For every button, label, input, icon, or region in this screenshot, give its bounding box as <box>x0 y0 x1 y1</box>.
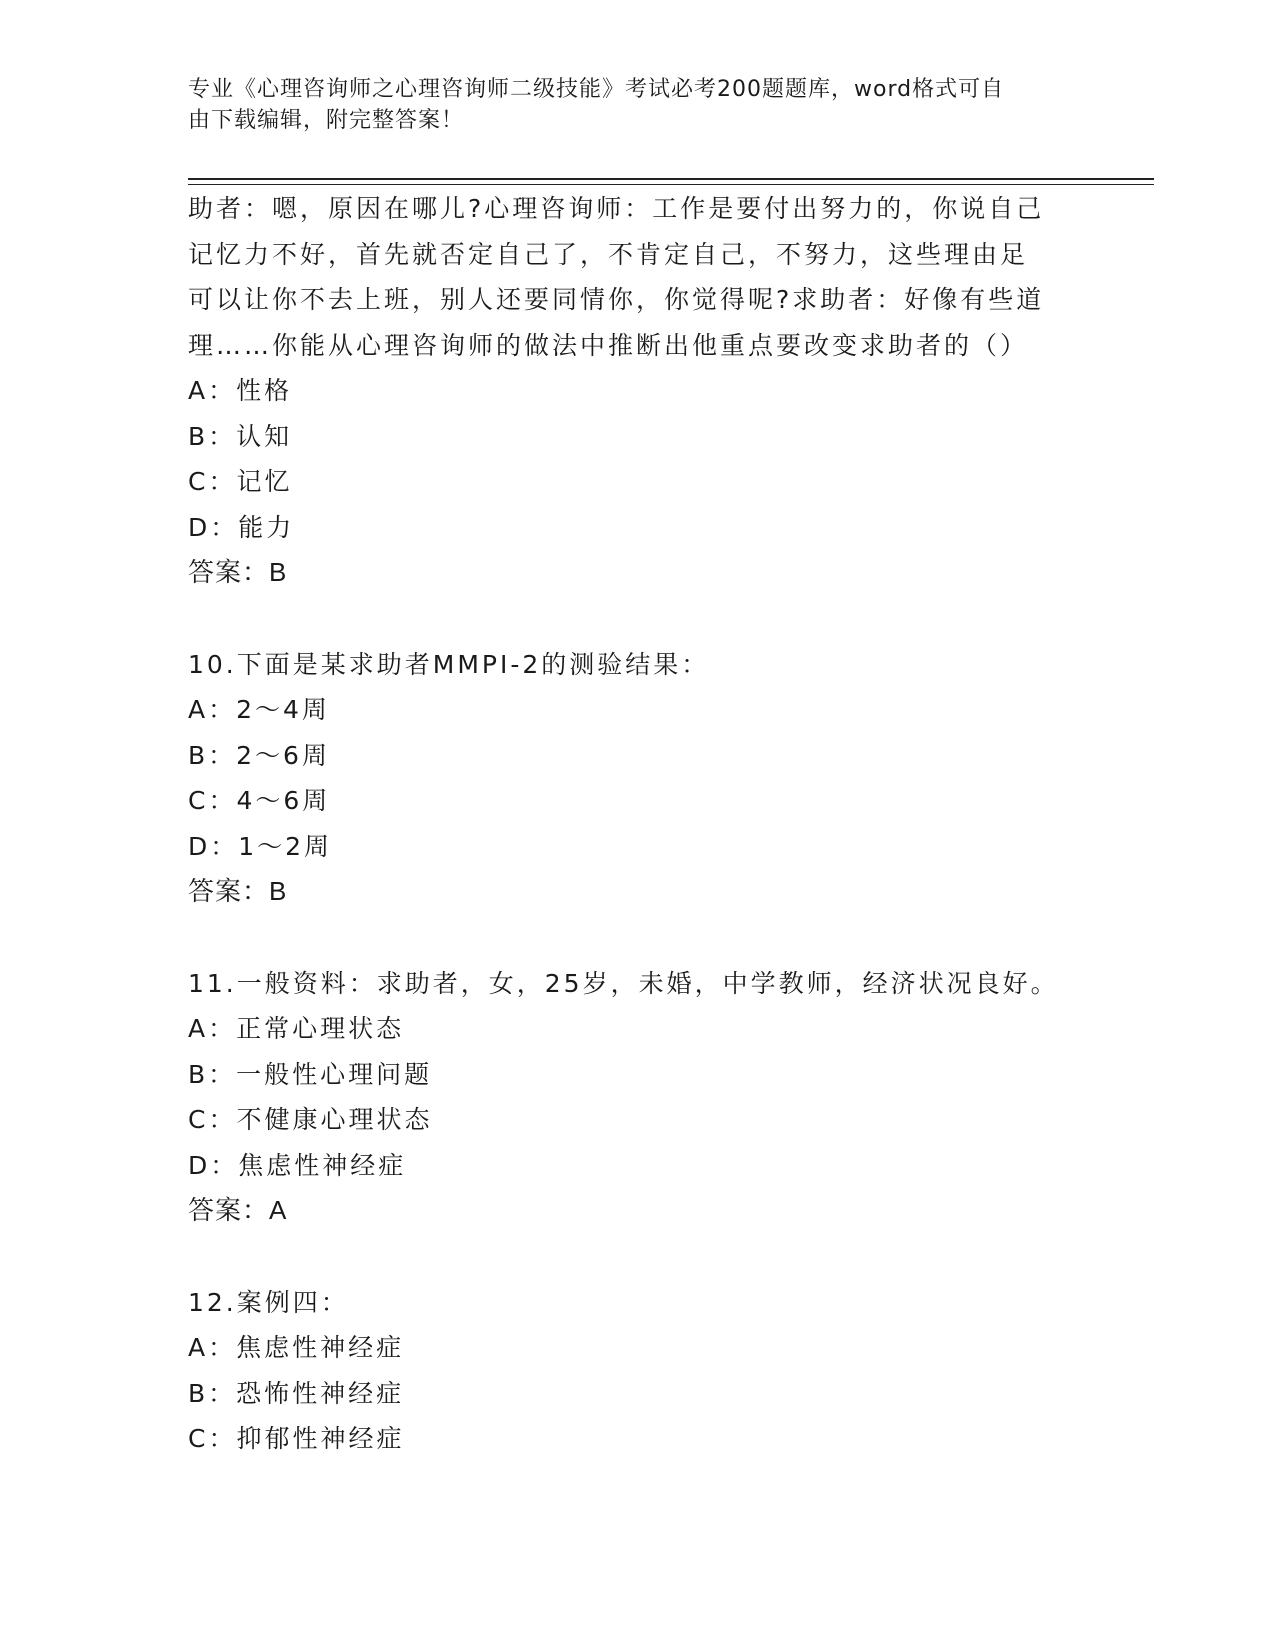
option-a: A：焦虑性神经症 <box>188 1333 405 1362</box>
option-d: D：能力 <box>188 512 295 542</box>
header-divider <box>188 178 1154 180</box>
option-c: C：记忆 <box>188 467 293 496</box>
option-d: D：焦虑性神经症 <box>188 1150 407 1180</box>
answer-line: 答案：B <box>188 876 288 906</box>
header-divider-thin <box>188 184 1154 185</box>
question-12 <box>188 1280 1088 1462</box>
option-a: A：性格 <box>188 376 293 405</box>
document-header <box>188 74 1088 136</box>
document-body <box>188 186 1088 1462</box>
option-c: C：抑郁性神经症 <box>188 1424 405 1453</box>
question-10 <box>188 642 1088 915</box>
question-title: 12.案例四： <box>188 1287 349 1317</box>
option-a: A：正常心理状态 <box>188 1014 405 1043</box>
option-c: C：不健康心理状态 <box>188 1105 433 1134</box>
question-title: 10.下面是某求助者MMPI-2的测验结果： <box>188 649 710 679</box>
answer-line: 答案：A <box>188 1195 288 1225</box>
option-b: B：认知 <box>188 421 293 451</box>
option-b: B：2～6周 <box>188 740 330 770</box>
header-line: 由下载编辑，附完整答案！ <box>188 108 465 133</box>
option-b: B：一般性心理问题 <box>188 1059 433 1089</box>
option-d: D：1～2周 <box>188 831 333 861</box>
answer-line: 答案：B <box>188 557 288 587</box>
question-continued <box>188 186 1088 596</box>
header-line: 专业《心理咨询师之心理咨询师二级技能》考试必考200题题库，word格式可自 <box>188 77 1005 102</box>
option-b: B：恐怖性神经症 <box>188 1378 405 1408</box>
question-text-line: 理……你能从心理咨询师的做法中推断出他重点要改变求助者的（） <box>188 330 1029 360</box>
question-text-line: 可以让你不去上班，别人还要同情你，你觉得呢?求助者：好像有些道 <box>188 285 1045 314</box>
option-a: A：2～4周 <box>188 695 330 724</box>
question-text-line: 记忆力不好，首先就否定自己了，不肯定自己，不努力，这些理由足 <box>188 239 1029 269</box>
option-c: C：4～6周 <box>188 786 331 815</box>
question-text-line: 助者：嗯，原因在哪儿?心理咨询师：工作是要付出努力的，你说自己 <box>188 194 1045 223</box>
question-title: 11.一般资料：求助者，女，25岁，未婚，中学教师，经济状况良好。 <box>188 968 1059 998</box>
spacer <box>188 1234 1088 1280</box>
spacer <box>188 915 1088 961</box>
spacer <box>188 596 1088 642</box>
question-11 <box>188 961 1088 1234</box>
